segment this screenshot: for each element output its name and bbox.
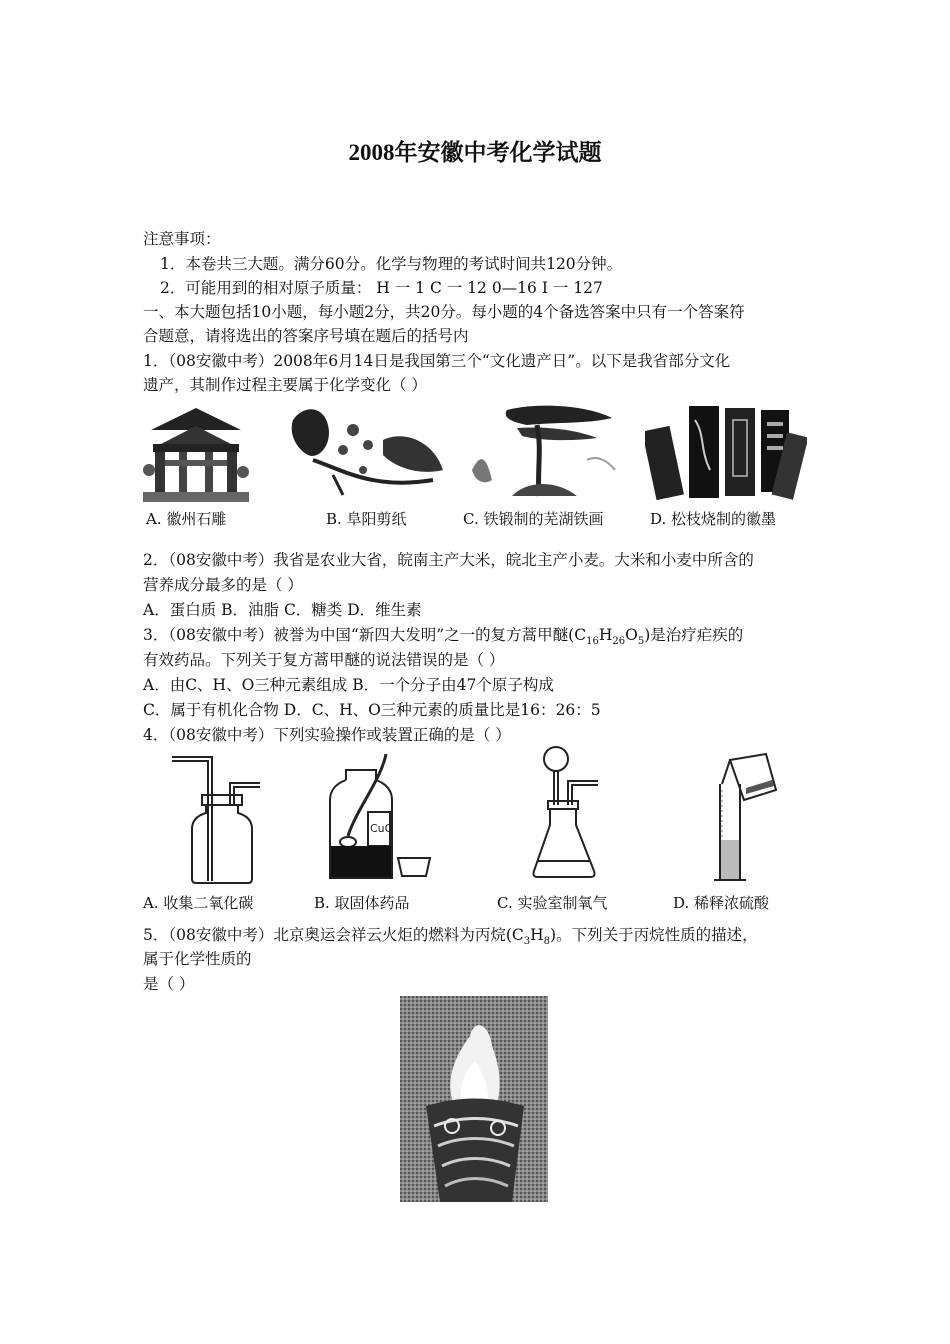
q5-line3: 是（ ） bbox=[143, 975, 195, 993]
q4-caption-b: B. 取固体药品 bbox=[314, 894, 410, 912]
olympic-torch-image bbox=[400, 996, 548, 1202]
q1-caption-c: C. 铁锻制的芜湖铁画 bbox=[463, 510, 604, 528]
q4-caption-d: D. 稀释浓硫酸 bbox=[673, 894, 770, 912]
stone-carving-archway-image bbox=[143, 400, 249, 502]
q3-line2: 有效药品。下列关于复方蒿甲醚的说法错误的是（ ） bbox=[143, 651, 505, 669]
q4-caption-a: A. 收集二氧化碳 bbox=[143, 894, 254, 912]
iron-painting-pine-image bbox=[467, 400, 619, 504]
gas-collection-bottle-image bbox=[172, 755, 262, 885]
reagent-bottle-spoon-image bbox=[326, 750, 436, 886]
q2-options: A．蛋白质 B．油脂 C．糖类 D．维生素 bbox=[143, 601, 422, 619]
dilute-acid-cylinder-image bbox=[700, 750, 780, 885]
q2-line1: 2．（08安徽中考）我省是农业大省，皖南主产大米，皖北主产小麦。大米和小麦中所含的 bbox=[143, 551, 754, 569]
ink-sticks-image bbox=[645, 400, 807, 504]
q3-options-ab: A．由C、H、O三种元素组成 B．一个分子由47个原子构成 bbox=[143, 676, 554, 694]
notes-heading: 注意事项： bbox=[143, 230, 221, 248]
section1-line2: 合题意，请将选出的答案序号填在题后的括号内 bbox=[143, 327, 469, 345]
q2-line2: 营养成分最多的是（ ） bbox=[143, 576, 303, 594]
oxygen-generation-flask-image bbox=[530, 745, 600, 885]
q1-caption-b: B. 阜阳剪纸 bbox=[326, 510, 407, 528]
q1-line2: 遗产，其制作过程主要属于化学变化（ ） bbox=[143, 376, 427, 394]
q5-line2: 属于化学性质的 bbox=[143, 950, 252, 968]
q3-options-cd: C．属于有机化合物 D．C、H、O三种元素的质量比是16：26：5 bbox=[143, 701, 601, 719]
q5-line1: 5．（08安徽中考）北京奥运会祥云火炬的燃料为丙烷$(C_3H_8)$。下列关于丙烷性质的描述， bbox=[143, 926, 758, 948]
paper-cut-bird-image bbox=[283, 400, 449, 502]
cuo-label: CuO bbox=[370, 822, 394, 835]
section1-line1: 一、本大题包括10小题，每小题2分，共20分。每小题的4个备选答案中只有一个答案符 bbox=[143, 303, 745, 321]
note-2: 2．可能用到的相对原子质量： H 一 1 C 一 12 0—16 I 一 127 bbox=[160, 279, 603, 297]
q1-caption-d: D. 松枝烧制的徽墨 bbox=[650, 510, 777, 528]
q1-line1: 1．（08安徽中考）2008年6月14日是我国第三个“文化遗产日”。以下是我省部分文化 bbox=[143, 352, 731, 370]
q4-line: 4．（08安徽中考）下列实验操作或装置正确的是（ ） bbox=[143, 726, 511, 744]
q1-caption-a: A. 徽州石雕 bbox=[146, 510, 227, 528]
q3-line1: 3．（08安徽中考）被誉为中国“新四大发明”之一的复方蒿甲醚$(C_{16}H_{26}O_5)$是治疗疟疾的 bbox=[143, 626, 744, 648]
q4-caption-c: C. 实验室制氧气 bbox=[497, 894, 608, 912]
page-title: 2008年安徽中考化学试题 bbox=[348, 140, 602, 165]
note-1: 1．本卷共三大题。满分60分。化学与物理的考试时间共120分钟。 bbox=[160, 255, 623, 273]
